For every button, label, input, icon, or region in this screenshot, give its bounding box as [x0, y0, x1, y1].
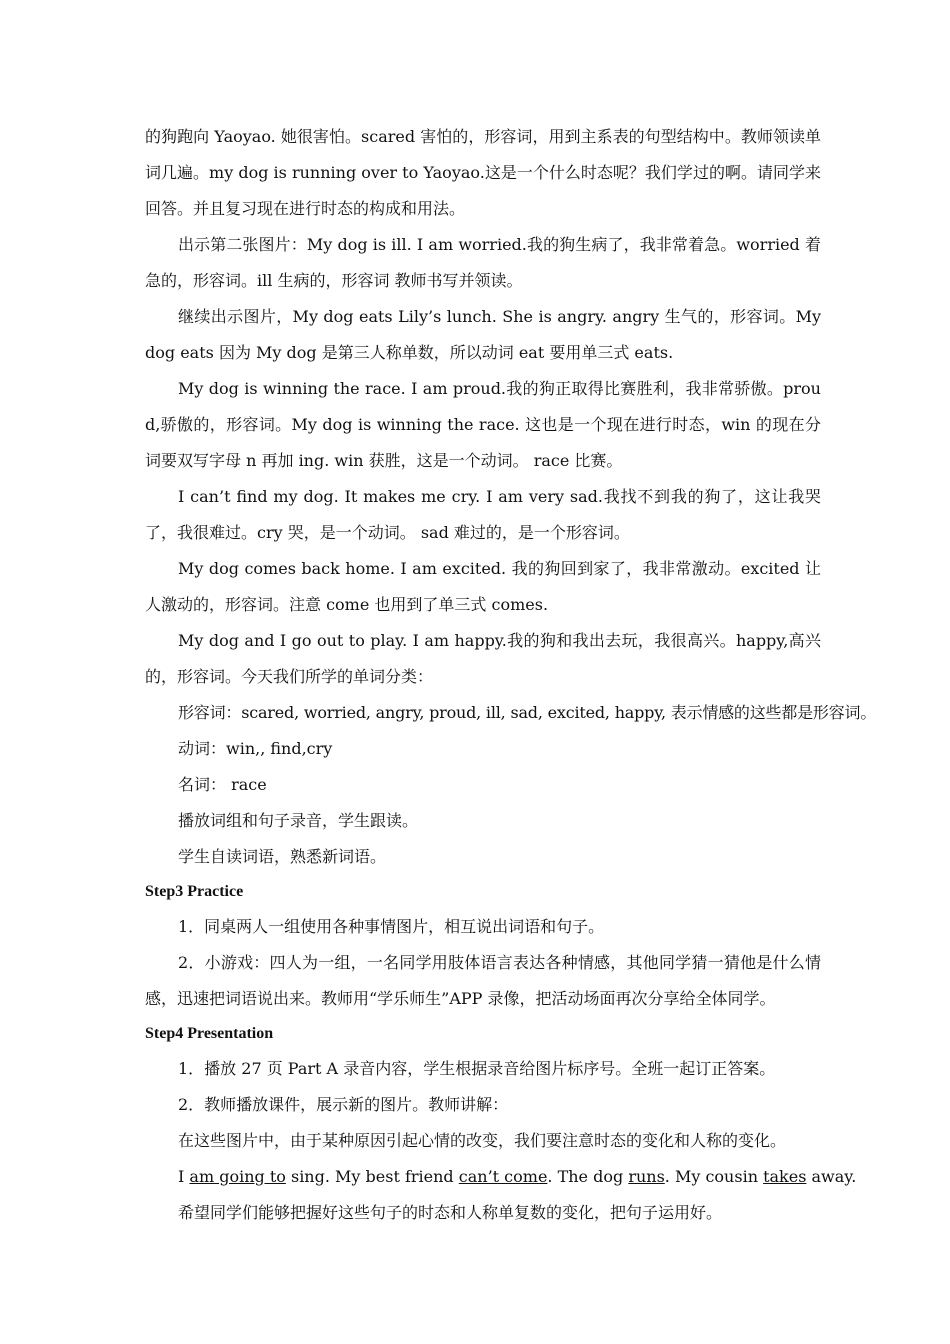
step3-item-1: 1．同桌两人一组使用各种事情图片，相互说出词语和句子。: [178, 917, 605, 936]
example-text: . The dog: [547, 1167, 629, 1186]
example-text: away.: [806, 1167, 857, 1186]
step4-item-2: 2．教师播放课件，展示新的图片。教师讲解：: [178, 1095, 509, 1114]
paragraph-happy: My dog and I go out to play. I am happy.我的狗和我出去玩，我很高兴。happy,高兴的，形容词。今天我们所学的单词分类：: [145, 631, 821, 686]
step4-heading: Step4 Presentation: [145, 1025, 274, 1042]
paragraph-excited: My dog comes back home. I am excited. 我的狗回到家了，我非常激动。excited 让人激动的，形容词。注意 come 也用到了单三式 comes.: [145, 559, 821, 614]
example-sentences: [178, 1159, 857, 1195]
example-text: sing. My best friend: [285, 1167, 459, 1186]
step3-heading: Step3 Practice: [145, 883, 244, 900]
example-text: . My cousin: [664, 1167, 764, 1186]
self-reading-note: 学生自读词语，熟悉新词语。: [178, 847, 387, 866]
closing-note: 希望同学们能够把握好这些句子的时态和人称单复数的变化，把句子运用好。: [178, 1203, 723, 1222]
adjective-list: 形容词：scared, worried, angry, proud, ill, sad, excited, happy, 表示情感的这些都是形容词。: [178, 703, 877, 722]
paragraph-worried: 出示第二张图片：My dog is ill. I am worried.我的狗生病了，我非常着急。worried 着急的，形容词。ill 生病的，形容词 教师书写并领读。: [145, 235, 821, 290]
verb-list: 动词：win,, find,cry: [178, 739, 333, 758]
paragraph-sad: I can’t find my dog. It makes me cry. I am very sad.我找不到我的狗了，这让我哭了，我很难过。cry 哭，是一个动词。 sad 难过的，是一个形容词。: [145, 487, 821, 542]
paragraph-proud: My dog is winning the race. I am proud.我的狗正取得比赛胜利，我非常骄傲。proud,骄傲的，形容词。My dog is winning the race. 这也是一个现在进行时态，win 的现在分词要双写字母 n 再加 ing. win 获胜，这是一个动词。 race 比赛。: [145, 379, 821, 470]
paragraph-scared: 的狗跑向 Yaoyao. 她很害怕。scared 害怕的，形容词，用到主系表的句型结构中。教师领读单词几遍。my dog is running over to Yaoyao.这是一个什么时态呢？我们学过的啊。请同学来回答。并且复习现在进行时态的构成和用法。: [145, 127, 821, 218]
paragraph-angry: 继续出示图片，My dog eats Lily’s lunch. She is angry. angry 生气的，形容词。My dog eats 因为 My dog 是第三人称单数，所以动词 eat 要用单三式 eats.: [145, 307, 821, 362]
underlined-phrase: takes: [763, 1167, 807, 1186]
step4-item-1: 1．播放 27 页 Part A 录音内容，学生根据录音给图片标序号。全班一起订正答案。: [178, 1059, 776, 1078]
play-recording-note: 播放词组和句子录音，学生跟读。: [178, 811, 419, 830]
underlined-phrase: am going to: [189, 1167, 286, 1186]
noun-list: 名词： race: [178, 775, 267, 794]
document-body: [145, 119, 877, 1231]
underlined-phrase: runs: [628, 1167, 665, 1186]
underlined-phrase: can’t come: [458, 1167, 548, 1186]
step4-note: 在这些图片中，由于某种原因引起心情的改变，我们要注意时态的变化和人称的变化。: [178, 1131, 787, 1150]
step3-item-2: 2．小游戏：四人为一组，一名同学用肢体语言表达各种情感，其他同学猜一猜他是什么情感，迅速把词语说出来。教师用“学乐师生”APP 录像，把活动场面再次分享给全体同学。: [145, 953, 821, 1008]
example-text: I: [178, 1167, 190, 1186]
